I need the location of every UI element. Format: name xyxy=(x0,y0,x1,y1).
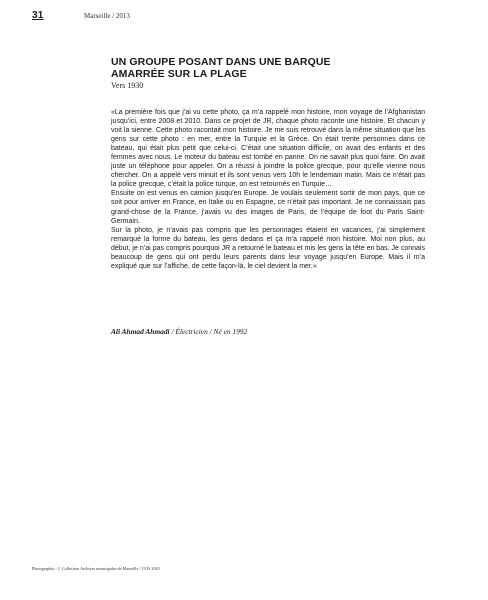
body-paragraph: Ensuite on est venus en camion jusqu’en Europe. Je voulais seulement sortir de mon pays, que ce soit pour arriver en France, en Italie ou en Espagne, ce n’était pas important. Je ne connaissais pas grand-chose de la France, j’avais vu des images de Paris, de l’équipe de foot du Paris Saint-Germain. xyxy=(111,190,425,225)
page-number: 31 xyxy=(32,10,44,21)
article-date: Vers 1930 xyxy=(111,81,144,90)
article-body xyxy=(111,108,425,271)
body-paragraph: Sur la photo, je n’avais pas compris que les personnages étaient en vacances, j’ai simplement remarqué la forme du bateau, les gens dedans et ça m’a rappelé mon histoire. Moi non plus, au début, je n’ai pas compris pourquoi JR a retourné le bateau et mis les gens la tête en bas. Je connais beaucoup de gens qui ont perdu leurs parents dans leur voyage jusqu’en Europe. Mais il m’a expliqué que sur l’affiche, de cette façon-là, le ciel devient la mer.» xyxy=(111,226,425,270)
author-signature xyxy=(111,327,425,336)
body-paragraph: «La première fois que j’ai vu cette photo, ça m’a rappelé mon histoire, mon voyage de l’Afghanistan jusqu’ici, entre 2008 et 2010. Dans ce projet de JR, chaque photo raconte une histoire. Et chacun y voit la sienne. Cette photo racontait mon histoire. Je me suis retrouvé dans la même situation que les gens sur cette photo : en mer, entre la Turquie et la Grèce. On était trente personnes dans ce bateau, qui était plus petit que celui-ci. C’était une situation difficile, on avait des enfants et des femmes avec nous. Le moteur du bateau est tombé en panne. On ne savait plus quoi faire. On avait juste un téléphone pour appeler. On a réussi à joindre la police grecque, pour qu’elle vienne nous chercher. On a appelé vers minuit et ils sont venus vers 10h le lendemain matin. Mais ce n’était pas la police grecque, c’était la police turque, on est retournés en Turquie… xyxy=(111,109,425,189)
photo-credit: Photographie : © Collection Archives municipales de Marseille / 19 Fi 2043 xyxy=(32,566,160,571)
article-title xyxy=(111,56,411,80)
article-title-line: AMARRÉE SUR LA PLAGE xyxy=(111,68,247,80)
article-title-line: UN GROUPE POSANT DANS UNE BARQUE xyxy=(111,56,331,68)
running-head: Marseille / 2013 xyxy=(84,12,130,20)
author-name: Ali Ahmad Ahmadi xyxy=(111,327,170,336)
author-role: Électricien xyxy=(175,327,208,336)
signature-separator: / xyxy=(207,327,214,336)
signature-separator: / xyxy=(169,327,176,336)
author-birth: Né en 1992 xyxy=(213,327,248,336)
